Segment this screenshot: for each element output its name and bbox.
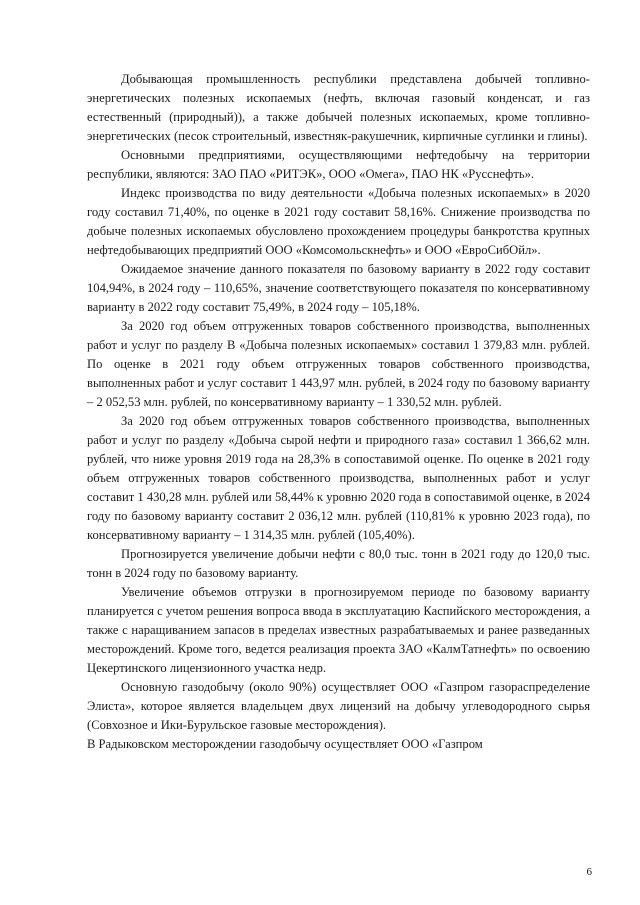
paragraph-shipment-growth: Увеличение объемов отгрузки в прогнозируемом периоде по базовому варианту планируется с учетом решения вопроса ввода в эксплуатацию Каспийского месторождения, а также с наращиванием запасов в пределах известных разрабатываемых и ранее разведанных месторождений. Кроме того, ведется реализация проекта ЗАО «КалмТатнефть» по освоению Цекертинского лицензионного участка недр. [87,585,590,675]
paragraph-oil-forecast: Прогнозируется увеличение добычи нефти с 80,0 тыс. тонн в 2021 году до 120,0 тыс. тонн в 2024 году по базовому варианту. [87,547,590,580]
paragraph-shipped-goods-mining: За 2020 год объем отгруженных товаров собственного производства, выполненных работ и услуг по разделу В «Добыча полезных ископаемых» составил 1 379,83 млн. рублей. По оценке в 2021 году объем отгруженных товаров собственного производства, выполненных работ и услуг составит 1 443,97 млн. рублей, в 2024 году по базовому варианту – 2 052,53 млн. рублей, по консервативному варианту – 1 330,52 млн. рублей. [87,319,590,409]
paragraph-production-index: Индекс производства по виду деятельности «Добыча полезных ископаемых» в 2020 году составил 71,40%, по оценке в 2021 году составит 58,16%. Снижение производства по добыче полезных ископаемых обусловлено прохождением процедуры банкротства крупных нефтедобывающих предприятий ООО «Комсомольскнефть» и ООО «ЕвроСибОйл». [87,186,590,257]
paragraph-oil-companies: Основными предприятиями, осуществляющими нефтедобычу на территории республики, являются: ЗАО ПАО «РИТЭК», ООО «Омега», ПАО НК «Русснефть». [87,148,590,181]
paragraph-radykovskoe: В Радыковском месторождении газодобычу осуществляет ООО «Газпром [87,737,483,751]
paragraph-shipped-goods-oil-gas: За 2020 год объем отгруженных товаров собственного производства, выполненных работ и услуг по разделу «Добыча сырой нефти и природного газа» составил 1 366,62 млн. рублей, что ниже уровня 2019 года на 28,3% в сопоставимой оценке. По оценке в 2021 году объем отгруженных товаров собственного производства, выполненных работ и услуг составит 1 430,28 млн. рублей или 58,44% к уровню 2020 года в сопоставимой оценке, в 2024 году по базовому варианту составит 2 036,12 млн. рублей (110,81% к уровню 2023 года), по консервативному варианту – 1 314,35 млн. рублей (105,40%). [87,414,590,542]
body-text [87,70,590,754]
paragraph-gas-production: Основную газодобычу (около 90%) осуществляет ООО «Газпром газораспределение Элиста», которое является владельцем двух лицензий на добычу углеводородного сырья (Совхозное и Ики-Бурульское газовые месторождения). [87,680,590,732]
paragraph-mining-overview: Добывающая промышленность республики представлена добычей топливно-энергетических полезных ископаемых (нефть, включая газовый конденсат, и газ естественный (природный)), а также добычей полезных ископаемых, кроме топливно-энергетических (песок строительный, известняк-ракушечник, кирпичные суглинки и глины). [87,72,590,143]
paragraph-expected-index: Ожидаемое значение данного показателя по базовому варианту в 2022 году составит 104,94%, в 2024 году – 110,65%, значение соответствующего показателя по консервативному варианту в 2022 году составит 75,49%, в 2024 году – 105,18%. [87,262,590,314]
page-number: 6 [586,866,592,878]
